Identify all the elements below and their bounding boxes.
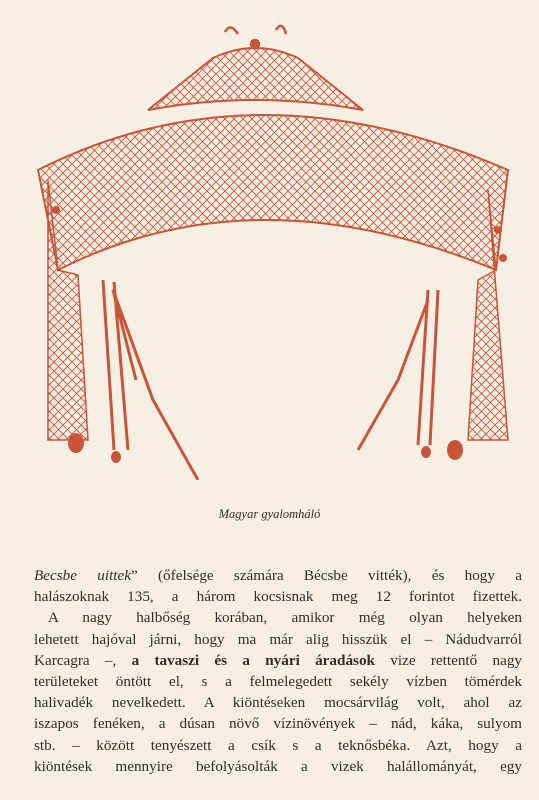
text-span: területeket öntött el, s a felmelegedett sekély vízben tömérdek (34, 673, 522, 691)
text-span: halivadék nevelkedett. A kiöntéseken mocsárvilág volt, ahol az (34, 694, 522, 712)
text-span: iszapos fenéken, a dúsan növő vízinövények – nád, káka, sulyom (34, 715, 522, 733)
net-top-cone (148, 48, 363, 110)
text-span: halászoknak 135, a három kocsisnak meg 12 forintot fizettek. (34, 588, 522, 606)
right-pole-icon (358, 290, 438, 450)
text-line (34, 735, 522, 756)
text-line (34, 756, 522, 777)
net-band (38, 115, 508, 270)
text-line (34, 607, 522, 628)
text-line (34, 671, 522, 692)
text-span: Karcagra –, (34, 651, 132, 669)
italic-text: Becsbe uittek (34, 567, 131, 584)
text-line (34, 629, 522, 650)
text-line (34, 713, 522, 734)
text-line (34, 692, 522, 713)
text-span: stb. – között tenyészett a csík s a teknősbéka. Azt, hogy a (34, 736, 522, 754)
text-line (34, 650, 522, 671)
text-span: A nagy halbőség korában, amikor még olyan helyeken (48, 609, 522, 627)
left-pole-icon (103, 280, 198, 480)
text-line (34, 586, 522, 607)
fishing-net-illustration (18, 20, 523, 480)
text-span: lehetett hajóval járni, hogy ma már alig hisszük el – Nádudvarról (34, 630, 522, 648)
net-top-loops-icon (225, 26, 286, 48)
bold-text: a tavaszi és a nyári áradások (131, 651, 375, 669)
text-span: kiöntések mennyire befolyásolták a vizek halállományát, egy (34, 757, 522, 775)
figure-caption: Magyar gyalomháló (218, 507, 321, 521)
text-line (34, 565, 522, 586)
text-span: ” (őfelsége számára Bécsbe vitték), és hogy a (131, 567, 522, 584)
body-text (34, 565, 522, 777)
text-span: vize rettentő nagy (375, 651, 523, 669)
